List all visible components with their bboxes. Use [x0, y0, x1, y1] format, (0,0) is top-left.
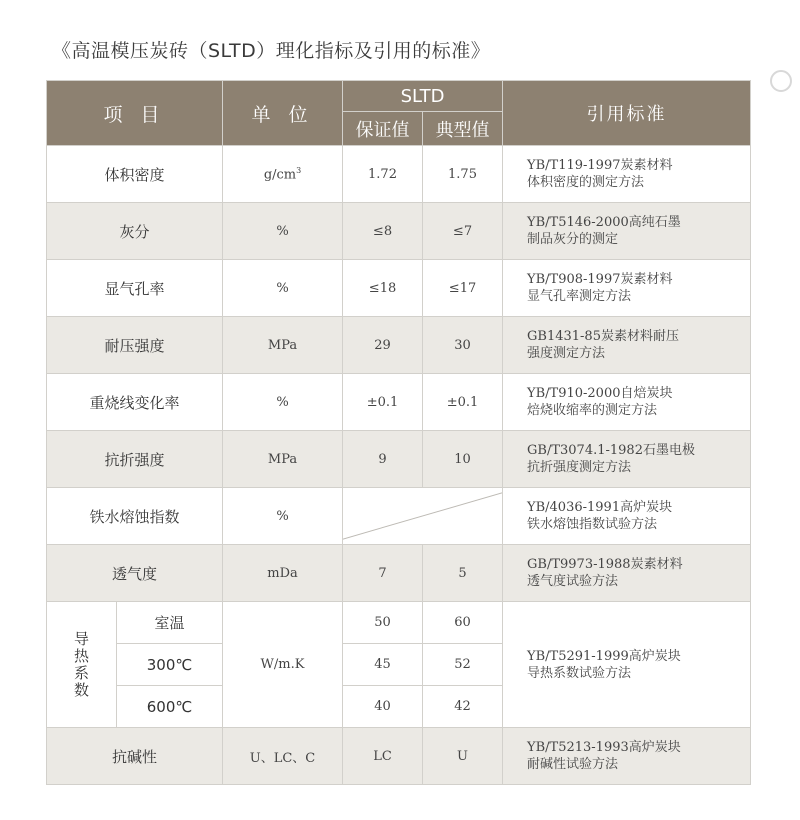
row-typical: 10 [423, 431, 503, 488]
row-typical: ±0.1 [423, 374, 503, 431]
row-standard: YB/4036-1991高炉炭块 铁水熔蚀指数试验方法 [503, 488, 751, 545]
row-unit: MPa [223, 317, 343, 374]
header-unit: 单 位 [223, 81, 343, 146]
table-row [47, 431, 751, 488]
table-row [47, 317, 751, 374]
row-standard: GB/T9973-1988炭素材料 透气度试验方法 [503, 545, 751, 602]
row-guaranteed: 9 [343, 431, 423, 488]
row-name: 重烧线变化率 [47, 374, 223, 431]
table-row [47, 488, 751, 545]
header-item: 项 目 [47, 81, 223, 146]
row-guaranteed: 29 [343, 317, 423, 374]
row-standard: YB/T5213-1993高炉炭块 耐碱性试验方法 [503, 728, 751, 785]
thermal-guaranteed: 40 [343, 686, 423, 728]
row-typical: 1.75 [423, 146, 503, 203]
thermal-typical: 52 [423, 644, 503, 686]
thermal-guaranteed: 50 [343, 602, 423, 644]
thermal-guaranteed: 45 [343, 644, 423, 686]
table-row [47, 728, 751, 785]
header-guaranteed: 保证值 [343, 112, 423, 146]
diagonal-line-icon [343, 488, 502, 544]
thermal-sub-label: 600℃ [117, 686, 223, 728]
row-guaranteed: 7 [343, 545, 423, 602]
row-standard: GB/T3074.1-1982石墨电极 抗折强度测定方法 [503, 431, 751, 488]
row-name: 显气孔率 [47, 260, 223, 317]
row-typical: U [423, 728, 503, 785]
row-unit: % [223, 203, 343, 260]
row-unit: % [223, 260, 343, 317]
row-name: 铁水熔蚀指数 [47, 488, 223, 545]
row-name: 体积密度 [47, 146, 223, 203]
header-standard: 引用标准 [503, 81, 751, 146]
row-name: 灰分 [47, 203, 223, 260]
row-guaranteed: ≤18 [343, 260, 423, 317]
row-guaranteed: LC [343, 728, 423, 785]
page-title: 《高温模压炭砖（SLTD）理化指标及引用的标准》 [52, 40, 491, 62]
row-unit: MPa [223, 431, 343, 488]
row-standard: YB/T910-2000自焙炭块 焙烧收缩率的测定方法 [503, 374, 751, 431]
thermal-typical: 42 [423, 686, 503, 728]
table-row [47, 545, 751, 602]
row-standard: YB/T5146-2000高纯石墨 制品灰分的测定 [503, 203, 751, 260]
row-unit: $g/cm^3$ [223, 146, 343, 203]
row-guaranteed: 1.72 [343, 146, 423, 203]
row-name: 抗折强度 [47, 431, 223, 488]
spec-table [46, 80, 751, 785]
thermal-unit: W/m.K [223, 602, 343, 728]
table-row [47, 146, 751, 203]
row-guaranteed: ±0.1 [343, 374, 423, 431]
row-name: 耐压强度 [47, 317, 223, 374]
row-typical: 30 [423, 317, 503, 374]
row-name: 透气度 [47, 545, 223, 602]
row-typical: ≤17 [423, 260, 503, 317]
row-standard: GB1431-85炭素材料耐压 强度测定方法 [503, 317, 751, 374]
thermal-name: 导热系数 [47, 602, 117, 728]
header-sltd: SLTD [343, 81, 503, 112]
table-row [47, 602, 751, 644]
row-typical: 5 [423, 545, 503, 602]
row-standard: YB/T908-1997炭素材料 显气孔率测定方法 [503, 260, 751, 317]
row-standard: YB/T119-1997炭素材料 体积密度的测定方法 [503, 146, 751, 203]
row-unit: % [223, 488, 343, 545]
table-row [47, 260, 751, 317]
thermal-standard: YB/T5291-1999高炉炭块 导热系数试验方法 [503, 602, 751, 728]
thermal-sub-label: 室温 [117, 602, 223, 644]
table-row [47, 203, 751, 260]
thermal-sub-label: 300℃ [117, 644, 223, 686]
thermal-typical: 60 [423, 602, 503, 644]
row-unit: % [223, 374, 343, 431]
row-unit: mDa [223, 545, 343, 602]
table-row [47, 374, 751, 431]
row-name: 抗碱性 [47, 728, 223, 785]
watermark-icon [770, 70, 792, 92]
row-unit: U、LC、C [223, 728, 343, 785]
header-typical: 典型值 [423, 112, 503, 146]
row-typical: ≤7 [423, 203, 503, 260]
no-value-diagonal [343, 488, 503, 545]
row-guaranteed: ≤8 [343, 203, 423, 260]
